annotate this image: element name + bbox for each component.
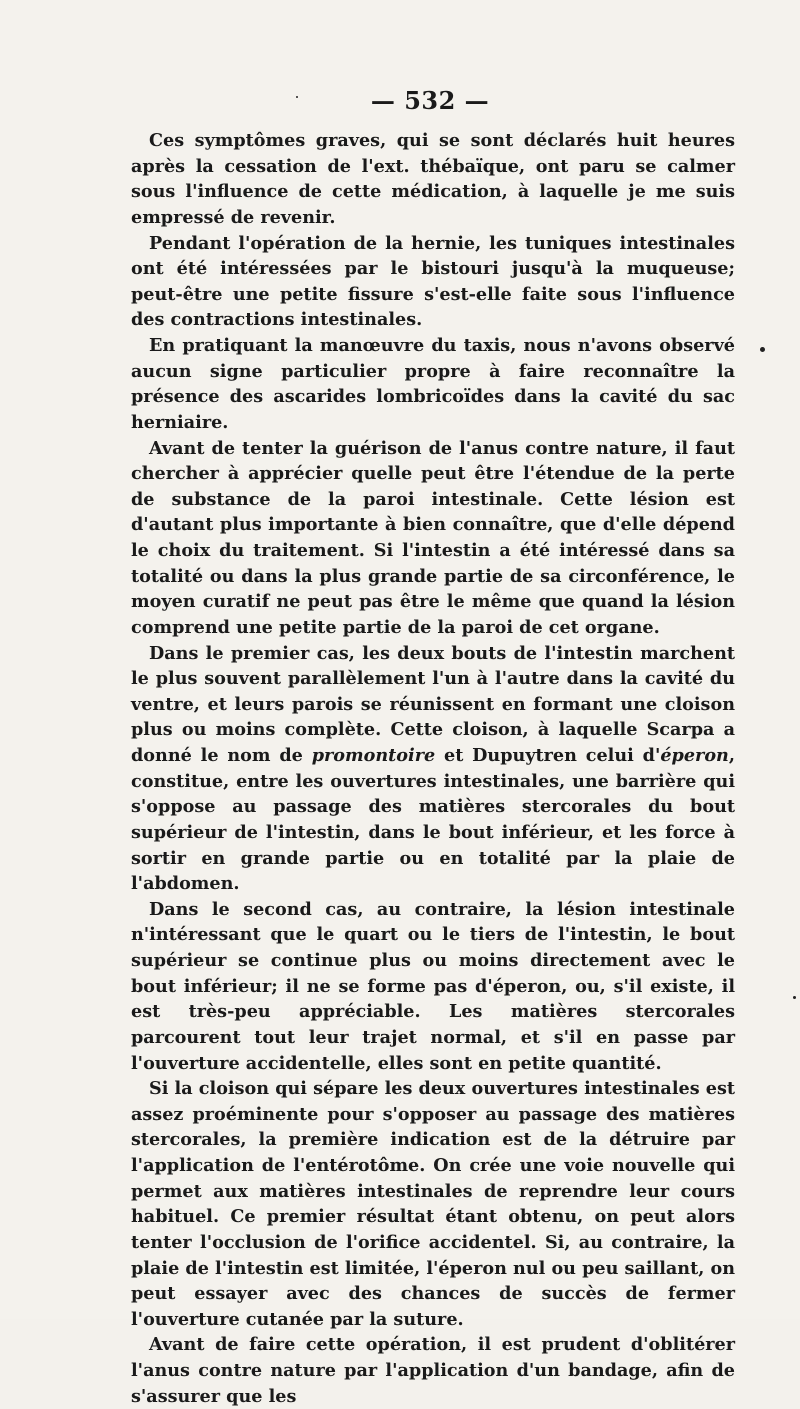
paragraph-2: Pendant l'opération de la hernie, les tuniques intestinales ont été intéressées par le bistouri jusqu'à la muqueuse; peut-être une petite fissure s'est-elle faite sous l'influence des contractions intestinales. — [131, 232, 735, 331]
print-speck — [793, 996, 796, 999]
paragraph-5-text-b: et Dupuytren celui d' — [435, 745, 661, 766]
paragraph-8: Avant de faire cette opération, il est prudent d'oblitérer l'anus contre nature par l'application d'un bandage, afin de s'assurer que les — [131, 1334, 735, 1407]
paragraph-1: Ces symptômes graves, qui se sont déclarés huit heures après la cessation de l'ext. thébaïque, ont paru se calmer sous l'influence de cette médication, à laquelle je me suis empressé de revenir. — [131, 130, 735, 228]
paragraph-5-text-c: , constitue, entre les ouvertures intestinales, une barrière qui s'oppose au passage des matières stercorales du bout supérieur de l'intestin, dans le bout inférieur, et les force à sortir en grande partie ou en totalité par la plaie de l'abdomen. — [131, 745, 735, 895]
page-number: — 532 — — [370, 86, 490, 115]
print-speck — [296, 96, 298, 98]
term-eperon: éperon — [660, 745, 729, 766]
paragraph-5 — [131, 641, 735, 897]
print-speck — [760, 347, 765, 352]
term-promontoire: promontoire — [311, 745, 436, 766]
paragraph-7: Si la cloison qui sépare les deux ouvertures intestinales est assez proéminente pour s'opposer au passage des matières stercorales, la première indication est de la détruire par l'application de l'entérotôme. On crée une voie nouvelle qui permet aux matières intestinales de reprendre leur cours habituel. Ce premier résultat étant obtenu, on peut alors tenter l'occlusion de l'orifice accidentel. Si, au contraire, la plaie de l'intestin est limitée, l'éperon nul ou peu saillant, on peut essayer avec des chances de succès de fermer l'ouverture cutanée par la suture. — [131, 1078, 735, 1330]
paragraph-5-text-a: Dans le premier cas, les deux bouts de l'intestin marchent le plus souvent parallèlement l'un à l'autre dans la cavité du ventre, et leurs parois se réunissent en formant une cloison plus ou moins complète. Cette cloison, à laquelle Scarpa a donné le nom de — [131, 642, 735, 766]
paragraph-3: En pratiquant la manœuvre du taxis, nous n'avons observé aucun signe particulier propre à faire reconnaître la présence des ascarides lombricoïdes dans la cavité du sac herniaire. — [131, 335, 735, 433]
paragraph-4: Avant de tenter la guérison de l'anus contre nature, il faut chercher à apprécier quelle peut être l'étendue de la perte de substance de la paroi intestinale. Cette lésion est d'autant plus importante à bien connaître, que d'elle dépend le choix du traitement. Si l'intestin a été intéressé dans sa totalité ou dans la plus grande partie de sa circonférence, le moyen curatif ne peut pas être le même que quand la lésion comprend une petite partie de la paroi de cet organe. — [131, 437, 735, 638]
body-text — [131, 128, 735, 1409]
paragraph-6: Dans le second cas, au contraire, la lésion intestinale n'intéressant que le quart ou le tiers de l'intestin, le bout supérieur se continue plus ou moins directement avec le bout inférieur; il ne se forme pas d'éperon, ou, s'il existe, il est très-peu appréciable. Les matières stercorales parcourent tout leur trajet normal, et s'il en passe par l'ouverture accidentelle, elles sont en petite quantité. — [131, 898, 735, 1074]
